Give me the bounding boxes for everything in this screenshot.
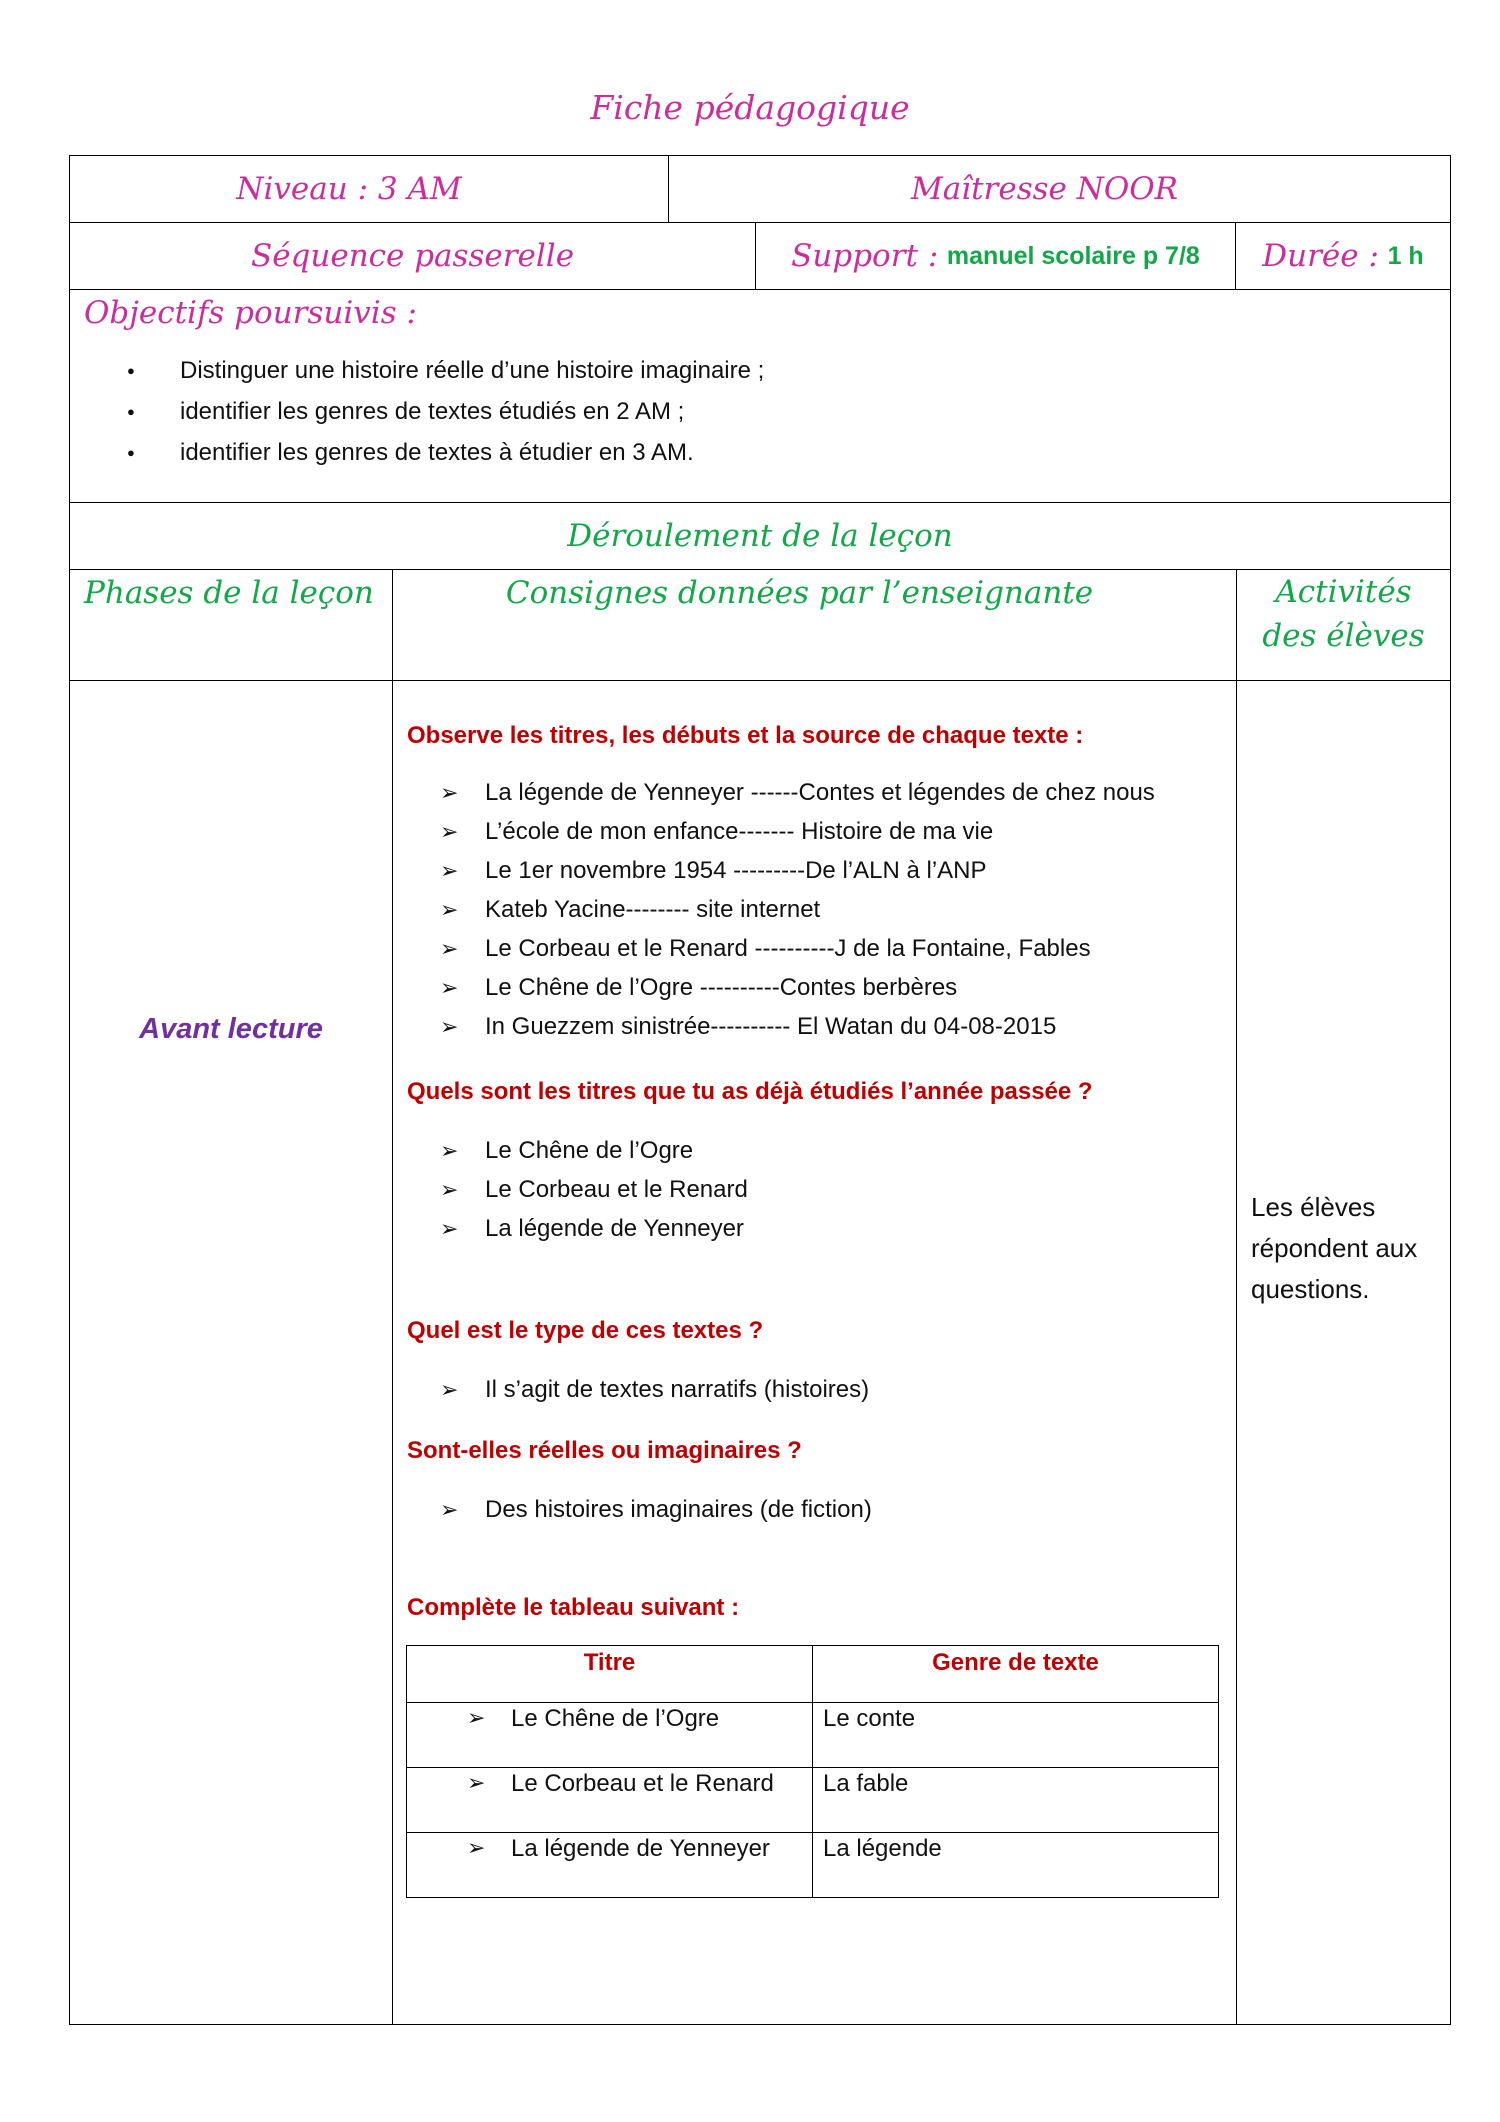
- table-cell: La fable: [813, 1768, 1219, 1833]
- duree-cell: [1235, 222, 1451, 290]
- col-header-activities: [1236, 569, 1451, 681]
- table-header-titre: Titre: [407, 1646, 813, 1703]
- objectives-list: [70, 350, 764, 473]
- table-cell: ➢ La légende de Yenneyer: [407, 1833, 813, 1898]
- list-item: ➢ Des histoires imaginaires (de fiction): [393, 1490, 872, 1529]
- table-cell: La légende: [813, 1833, 1219, 1898]
- activities-text: [1251, 1187, 1417, 1310]
- lesson-heading: [69, 502, 1451, 570]
- question-1: Observe les titres, les débuts et la source de chaque texte :: [407, 722, 1084, 749]
- question-1-list: [393, 773, 1155, 1046]
- activities-line: Les élèves: [1251, 1192, 1376, 1222]
- question-3: Quel est le type de ces textes ?: [407, 1317, 764, 1344]
- table-row: [407, 1703, 1219, 1768]
- instructions-cell: [392, 680, 1237, 2025]
- activities-line: questions.: [1251, 1274, 1370, 1304]
- question-4-list: [393, 1490, 872, 1529]
- list-item: ➢ Le 1er novembre 1954 ---------De l’ALN à l’ANP: [393, 851, 1155, 890]
- list-item: ➢ Le Corbeau et le Renard: [393, 1170, 748, 1209]
- table-header-row: [407, 1646, 1219, 1703]
- list-item: ➢ L’école de mon enfance------- Histoire de ma vie: [393, 812, 1155, 851]
- table-row: [407, 1833, 1219, 1898]
- phase-cell: [69, 680, 393, 2025]
- list-item: ➢ La légende de Yenneyer ------Contes et légendes de chez nous: [393, 773, 1155, 812]
- sequence-cell: [69, 222, 756, 290]
- table-cell: ➢ Le Corbeau et le Renard: [407, 1768, 813, 1833]
- niveau-value: 3 AM: [377, 171, 462, 207]
- question-3-list: [393, 1370, 869, 1409]
- list-item: ➢ Le Chêne de l’Ogre: [393, 1131, 748, 1170]
- col-header-instructions-text: Consignes données par l’enseignante: [505, 575, 1094, 611]
- objective-item: ● identifier les genres de textes à étudier en 3 AM.: [70, 432, 764, 473]
- table-row: [407, 1768, 1219, 1833]
- phase-name: Avant lecture: [139, 1013, 323, 1045]
- list-item: ➢ Le Corbeau et le Renard ----------J de la Fontaine, Fables: [393, 929, 1155, 968]
- list-item: ➢ Kateb Yacine-------- site internet: [393, 890, 1155, 929]
- support-value: manuel scolaire p 7/8: [946, 241, 1200, 270]
- objectives-section: [69, 289, 1451, 503]
- list-item: ➢ Il s’agit de textes narratifs (histoires): [393, 1370, 869, 1409]
- genre-table: [406, 1645, 1219, 1898]
- col-header-instructions: [392, 569, 1237, 681]
- col-header-phases-text: Phases de la leçon: [84, 575, 374, 611]
- niveau-label: Niveau :: [236, 171, 369, 207]
- question-2: Quels sont les titres que tu as déjà étudiés l’année passée ?: [407, 1078, 1093, 1105]
- question-4: Sont-elles réelles ou imaginaires ?: [407, 1437, 802, 1464]
- niveau-cell: [69, 155, 669, 223]
- table-cell: Le conte: [813, 1703, 1219, 1768]
- list-item: ➢ In Guezzem sinistrée---------- El Watan du 04-08-2015: [393, 1007, 1155, 1046]
- lesson-heading-text: Déroulement de la leçon: [567, 518, 953, 554]
- objectives-heading: Objectifs poursuivis :: [84, 295, 417, 331]
- col-header-activities-line1: Activités: [1275, 574, 1412, 610]
- question-2-list: [393, 1131, 748, 1248]
- objective-item: ● identifier les genres de textes étudiés en 2 AM ;: [70, 391, 764, 432]
- page-title: Fiche pédagogique: [590, 88, 910, 127]
- question-5: Complète le tableau suivant :: [407, 1594, 740, 1621]
- list-item: ➢ Le Chêne de l’Ogre ----------Contes berbères: [393, 968, 1155, 1007]
- col-header-activities-line2: des élèves: [1262, 618, 1425, 654]
- list-item: ➢ La légende de Yenneyer: [393, 1209, 748, 1248]
- activities-cell: [1236, 680, 1451, 2025]
- teacher-name: Maîtresse NOOR: [910, 171, 1179, 207]
- objective-item: ● Distinguer une histoire réelle d’une histoire imaginaire ;: [70, 350, 764, 391]
- table-cell: ➢ Le Chêne de l’Ogre: [407, 1703, 813, 1768]
- table-header-genre: Genre de texte: [813, 1646, 1219, 1703]
- sequence-name: Séquence passerelle: [250, 238, 575, 274]
- col-header-phases: [69, 569, 393, 681]
- activities-line: répondent aux: [1251, 1233, 1418, 1263]
- duree-value: 1 h: [1387, 241, 1424, 270]
- teacher-cell: [668, 155, 1451, 223]
- support-cell: [755, 222, 1236, 290]
- duree-label: Durée :: [1262, 238, 1379, 274]
- support-label: Support :: [791, 238, 939, 274]
